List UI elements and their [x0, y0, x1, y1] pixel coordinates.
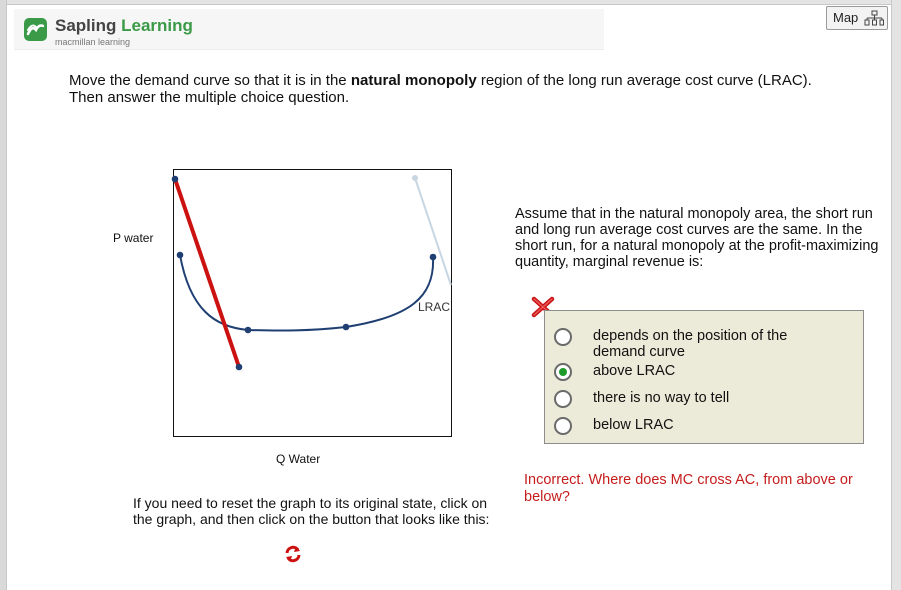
- lrac-point-2[interactable]: [245, 327, 252, 334]
- choice-label-3: there is no way to tell: [593, 390, 730, 406]
- lrac-point-1[interactable]: [177, 252, 184, 259]
- radio-button-1[interactable]: [554, 328, 572, 346]
- demand-handle-bottom[interactable]: [236, 364, 243, 371]
- brand-name-part1: Sapling: [55, 16, 117, 35]
- app-header: [14, 9, 604, 50]
- sitemap-icon: [864, 10, 884, 26]
- mc-question-text: Assume that in the natural monopoly area, the short run and long run average cost curves are the same. In the short run, for a natural monopoly at the profit-maximizing quantity, marginal revenue is:: [515, 206, 879, 270]
- lrac-point-4[interactable]: [430, 254, 437, 261]
- radio-button-4[interactable]: [554, 417, 572, 435]
- window-top-border: [0, 0, 901, 5]
- question-suffix: region of the long run average cost curve (LRAC). Then answer the multiple choice question.: [69, 72, 812, 106]
- radio-button-2[interactable]: [554, 363, 572, 381]
- question-prefix: Move the demand curve so that it is in the: [69, 72, 351, 89]
- choice-label-1: depends on the position of the demand curve: [593, 328, 788, 360]
- choice-label-4: below LRAC: [593, 417, 674, 433]
- question-text: [69, 72, 829, 106]
- brand-subtitle: macmillan learning: [55, 37, 131, 47]
- refresh-icon: [283, 543, 303, 565]
- lrac-label: LRAC: [418, 300, 451, 314]
- interactive-graph[interactable]: [110, 165, 470, 475]
- question-bold-term: natural monopoly: [350, 72, 477, 89]
- window-left-border: [0, 0, 7, 590]
- brand-name-part2: Learning: [121, 16, 193, 35]
- answer-choices: [544, 310, 864, 444]
- map-button[interactable]: [826, 6, 888, 30]
- radio-selected-dot: [559, 368, 567, 376]
- brand-name: [55, 16, 193, 36]
- map-button-label: Map: [833, 10, 859, 25]
- feedback-message: Incorrect. Where does MC cross AC, from above or below?: [524, 472, 853, 505]
- window-scrollbar[interactable]: [891, 0, 901, 590]
- y-axis-label: P water: [113, 231, 154, 245]
- sapling-logo-icon: [24, 18, 47, 41]
- radio-button-3[interactable]: [554, 390, 572, 408]
- x-axis-label: Q Water: [276, 452, 321, 466]
- reset-instructions: If you need to reset the graph to its original state, click on the graph, and then click on the button that looks like this:: [133, 495, 490, 527]
- lrac-point-3[interactable]: [343, 324, 350, 331]
- demand-handle-top[interactable]: [172, 176, 179, 183]
- ghost-demand-handle: [412, 175, 418, 181]
- choice-label-2: above LRAC: [593, 363, 676, 379]
